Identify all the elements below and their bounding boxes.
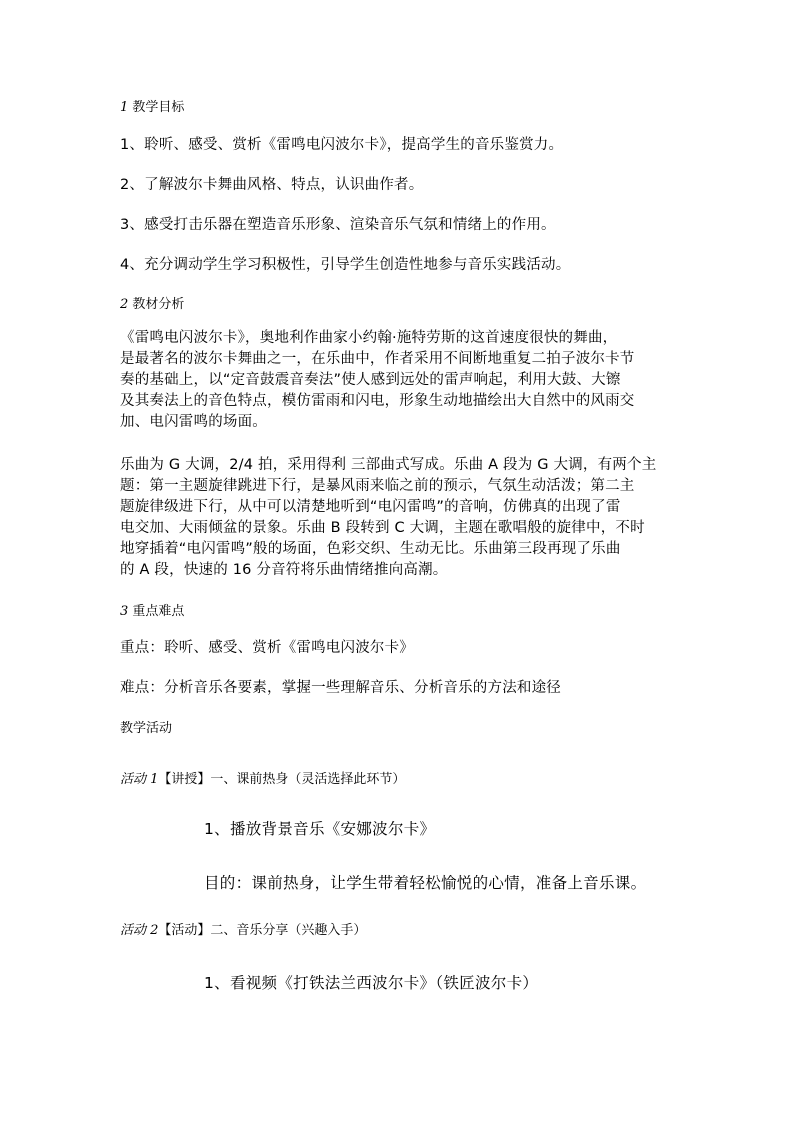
paragraph-line: 地穿插着“电闪雷鸣”般的场面，色彩交织、生动无比。乐曲第三段再现了乐曲 [120,541,621,557]
paragraph-line: 奏的基础上，以“定音鼓震音奏法”使人感到远处的雷声响起，利用大鼓、大镲 [120,372,621,388]
paragraph-line: 是最著名的波尔卡舞曲之一，在乐曲中，作者采用不间断地重复二拍子波尔卡节 [120,351,635,367]
analysis-paragraph-2 [120,455,680,581]
paragraph-line: 的 A 段，快速的 16 分音符将乐曲情绪推向高潮。 [120,562,448,578]
paragraph-line: 电交加、大雨倾盆的景象。乐曲 B 段转到 C 大调，主题在歌唱般的旋律中，不时 [120,520,645,536]
section-heading-analysis [120,296,184,314]
section-title: 教学目标 [132,100,185,115]
section-title: 重点难点 [132,604,185,619]
section-heading-objectives [120,99,184,117]
activity-text: 【活动】二、音乐分享（兴趣入手） [158,923,367,938]
objective-item: 2、了解波尔卡舞曲风格、特点，认识曲作者。 [120,177,424,193]
activity-text: 【讲授】一、课前热身（灵活选择此环节） [158,772,406,787]
objective-item: 4、充分调动学生学习积极性，引导学生创造性地参与音乐实践活动。 [120,257,571,273]
activity-1-purpose: 目的：课前热身，让学生带着轻松愉悦的心情，准备上音乐课。 [204,874,647,892]
paragraph-line: 及其奏法上的音色特点，模仿雷雨和闪电，形象生动地描绘出大自然中的风雨交 [120,393,635,409]
paragraph-line: 乐曲为 G 大调，2/4 拍，采用得利 三部曲式写成。乐曲 A 段为 G 大调，有两个主 [120,457,657,473]
paragraph-line: 《雷鸣电闪波尔卡》，奥地利作曲家小约翰·施特劳斯的这首速度很快的舞曲， [120,330,618,346]
difficulty-text: 难点：分析音乐各要素，掌握一些理解音乐、分析音乐的方法和途径 [120,680,561,696]
section-heading-key-points [120,603,184,621]
activity-label: 活动 1 [120,772,159,787]
paragraph-line: 加、电闪雷鸣的场面。 [120,414,267,430]
section-title: 教材分析 [132,297,185,312]
objective-item: 1、聆听、感受、赏析《雷鸣电闪波尔卡》，提高学生的音乐鉴赏力。 [120,137,564,153]
objective-item: 3、感受打击乐器在塑造音乐形象、渲染音乐气氛和情绪上的作用。 [120,217,556,233]
activity-2-step: 1、看视频《打铁法兰西波尔卡》（铁匠波尔卡） [204,974,539,992]
paragraph-line: 题：第一主题旋律跳进下行，是暴风雨来临之前的预示，气氛生动活泼；第二主 [120,478,635,494]
activities-heading: 教学活动 [120,721,173,736]
paragraph-line: 题旋律级进下行，从中可以清楚地听到“电闪雷鸣”的音响，仿佛真的出现了雷 [120,499,621,515]
activity-2-heading [120,922,366,940]
section-number: 3 [120,604,129,619]
section-number: 1 [120,100,129,115]
activity-1-heading [120,771,405,789]
activity-label: 活动 2 [120,923,159,938]
section-number: 2 [120,297,129,312]
activity-1-step: 1、播放背景音乐《安娜波尔卡》 [204,820,436,838]
key-point-text: 重点：聆听、感受、赏析《雷鸣电闪波尔卡》 [120,640,414,656]
analysis-paragraph-1 [120,328,680,433]
